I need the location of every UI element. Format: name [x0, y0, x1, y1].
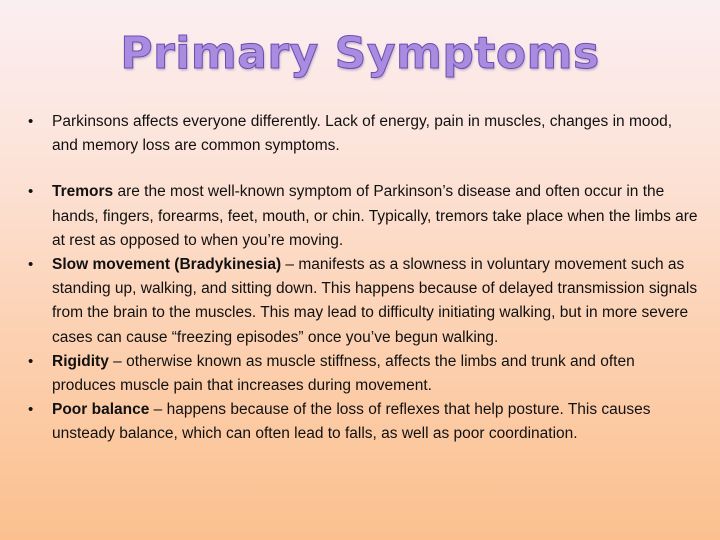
symptom-description: – otherwise known as muscle stiffness, affects the limbs and trunk and often produces muscle pain that increases during movement.	[52, 352, 635, 395]
symptom-description: are the most well-known symptom of Parkinson’s disease and often occur in the hands, fingers, forearms, feet, mouth, or chin. Typically, tremors take place when the limbs are at rest as opposed to when you’re moving.	[52, 183, 698, 249]
intro-text: Parkinsons affects everyone differently. Lack of energy, pain in muscles, changes in mood, and memory loss are common symptoms.	[52, 113, 673, 155]
intro-bullet	[20, 110, 700, 158]
symptom-term: Tremors	[52, 183, 114, 201]
slide-body	[20, 110, 700, 447]
symptom-bullet-rigidity	[20, 350, 700, 398]
symptom-description: – happens because of the loss of reflexes that help posture. This causes unsteady balance, which can often lead to falls, as well as poor coordination.	[52, 401, 651, 443]
symptom-term: Rigidity	[52, 352, 109, 370]
symptom-term: Slow movement (Bradykinesia)	[52, 256, 282, 274]
symptom-bullet-poor-balance	[20, 398, 700, 446]
symptom-bullet-slow-movement	[20, 253, 700, 350]
slide-title: Primary Symptoms	[120, 28, 600, 79]
bullet-icon: •	[28, 401, 34, 419]
bullet-icon: •	[28, 256, 34, 274]
bullet-icon: •	[28, 183, 34, 201]
bullet-icon: •	[28, 352, 34, 370]
bullet-icon: •	[28, 113, 34, 130]
symptom-term: Poor balance	[52, 401, 150, 419]
symptom-description: – manifests as a slowness in voluntary movement such as standing up, walking, and sitting down. This happens because of delayed transmission signals from the brain to the muscles. This may lead to difficulty initiating walking, but in more severe cases can cause “freezing episodes” once you’ve begun walking.	[52, 256, 698, 346]
symptom-bullet-tremors	[20, 180, 700, 253]
